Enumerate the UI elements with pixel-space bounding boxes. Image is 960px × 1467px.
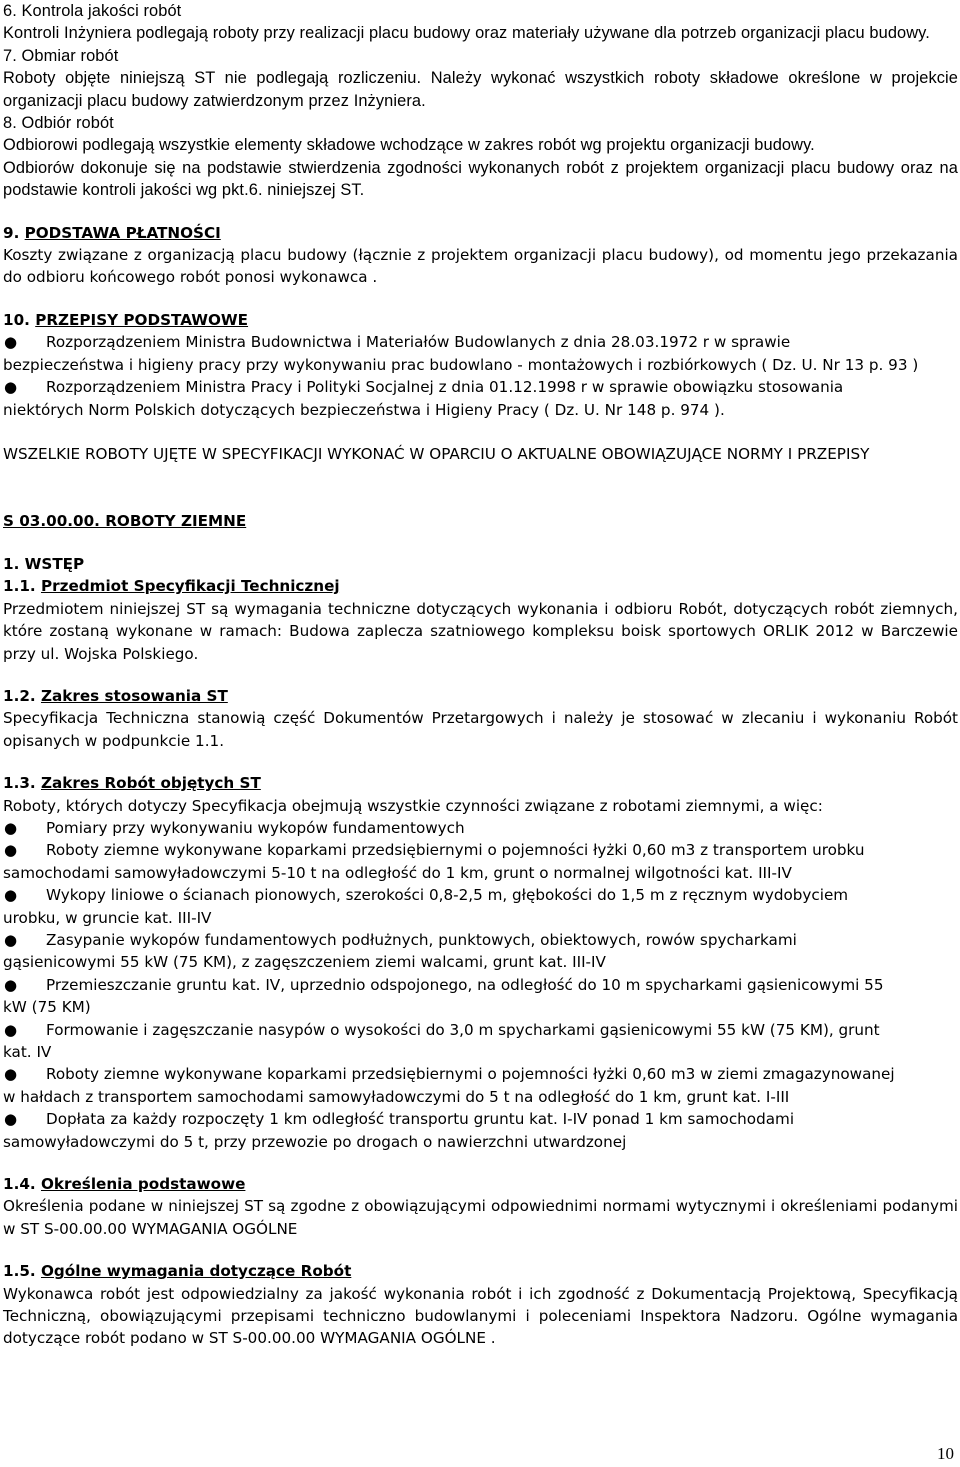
subsection-number: 1.5. bbox=[3, 1262, 36, 1281]
list-item bbox=[3, 1108, 958, 1153]
list-item bbox=[3, 839, 958, 884]
list-item-continuation: samochodami samowyładowczymi 5-10 t na odległość do 1 km, grunt o normalnej wilgotności kat. III-IV bbox=[3, 863, 792, 882]
list-item-first-line: Rozporządzeniem Ministra Budownictwa i Materiałów Budowlanych z dnia 28.03.1972 r w sprawie bbox=[46, 333, 791, 352]
subsection-1-5-heading bbox=[3, 1260, 958, 1282]
list-item-first-line: Przemieszczanie gruntu kat. IV, uprzednio odspojonego, na odległość do 10 m spycharkami gąsienicowymi 55 bbox=[46, 975, 884, 994]
bullet-icon: ● bbox=[4, 333, 18, 352]
list-item bbox=[3, 929, 958, 974]
bullet-icon: ● bbox=[4, 886, 18, 905]
section-7-title: 7. Obmiar robót bbox=[3, 46, 119, 65]
list-item bbox=[3, 376, 958, 421]
section-6-body: Kontroli Inżyniera podlegają roboty przy realizacji placu budowy oraz materiały używane dla potrzeb organizacji placu budowy. bbox=[3, 24, 930, 43]
bullet-icon: ● bbox=[4, 841, 18, 860]
subsection-title: Zakres Robót objętych ST bbox=[40, 774, 261, 793]
section-7-body: Roboty objęte niniejszą ST nie podlegają rozliczeniu. Należy wykonać wszystkich roboty składowe określone w projekcie organizacji placu budowy zatwierdzonym przez Inżyniera. bbox=[3, 69, 958, 110]
list-item-continuation: kW (75 KM) bbox=[3, 998, 91, 1017]
list-item bbox=[3, 884, 958, 929]
works-scope-list bbox=[3, 817, 958, 1153]
list-item-continuation: w hałdach z transportem samochodami samowyładowczymi do 5 t na odległość do 1 km, grunt kat. I-III bbox=[3, 1087, 790, 1106]
intro-heading: 1. WSTĘP bbox=[3, 554, 85, 573]
section-9-heading bbox=[3, 222, 958, 244]
list-item bbox=[3, 817, 958, 839]
section-8-body-1: Odbiorowi podlegają wszystkie elementy składowe wchodzące w zakres robót wg projektu organizacji budowy. bbox=[3, 136, 815, 155]
section-9-body: Koszty związane z organizacją placu budowy (łącznie z projektem organizacji placu budowy), od momentu jego przekazania do odbioru końcowego robót ponosi wykonawca . bbox=[3, 246, 958, 287]
subsection-1-1-heading bbox=[3, 575, 958, 597]
list-item-first-line: Formowanie i zagęszczanie nasypów o wysokości do 3,0 m spycharkami gąsienicowymi 55 kW (75 KM), grunt bbox=[46, 1020, 880, 1039]
list-item-first-line: Wykopy liniowe o ścianach pionowych, szerokości 0,8-2,5 m, głębokości do 1,5 m z ręcznym wydobyciem bbox=[46, 886, 849, 905]
subsection-1-4-body: Określenia podane w niniejszej ST są zgodne z obowiązującymi odpowiednimi normami wytycznymi i określeniami podanymi w ST S-00.00.00 WYMAGANIA OGÓLNE bbox=[3, 1197, 958, 1238]
list-item bbox=[3, 1063, 958, 1108]
section-8-body-2: Odbiorów dokonuje się na podstawie stwierdzenia zgodności wykonanych robót z projektem organizacji placu budowy oraz na podstawie kontroli jakości wg pkt.6. niniejszej ST. bbox=[3, 158, 958, 200]
list-item bbox=[3, 331, 958, 376]
list-item-first-line: Dopłata za każdy rozpoczęty 1 km odległość transportu gruntu kat. I-IV ponad 1 km samochodami bbox=[46, 1110, 795, 1129]
document-page bbox=[3, 0, 958, 1350]
list-item-first-line: Zasypanie wykopów fundamentowych podłużnych, punktowych, obiektowych, rowów spycharkami bbox=[46, 930, 797, 949]
list-item-continuation: kat. IV bbox=[3, 1043, 52, 1062]
regulations-notice: WSZELKIE ROBOTY UJĘTE W SPECYFIKACJI WYKONAĆ W OPARCIU O AKTUALNE OBOWIĄZUJĄCE NORMY I PRZEPISY bbox=[3, 445, 870, 464]
list-item-first-line: Pomiary przy wykonywaniu wykopów fundamentowych bbox=[46, 818, 465, 837]
list-item-first-line: Roboty ziemne wykonywane koparkami przedsiębiernymi o pojemności łyżki 0,60 m3 z transportem urobku bbox=[46, 841, 865, 860]
bullet-icon: ● bbox=[4, 1020, 18, 1039]
subsection-title: Przedmiot Specyfikacji Technicznej bbox=[40, 577, 340, 596]
bullet-icon: ● bbox=[4, 818, 18, 837]
subsection-1-3-intro: Roboty, których dotyczy Specyfikacja obejmują wszystkie czynności związane z robotami ziemnymi, a więc: bbox=[3, 796, 823, 815]
subsection-1-3-heading bbox=[3, 772, 958, 794]
section-9-number: 9. bbox=[3, 223, 20, 242]
section-6-title: 6. Kontrola jakości robót bbox=[3, 2, 182, 20]
regulations-list bbox=[3, 331, 958, 421]
subsection-title: Ogólne wymagania dotyczące Robót bbox=[40, 1262, 352, 1281]
section-8-title: 8. Odbiór robót bbox=[3, 114, 114, 133]
subsection-1-2-heading bbox=[3, 685, 958, 707]
spec-heading: S 03.00.00. ROBOTY ZIEMNE bbox=[3, 512, 247, 531]
list-item-first-line: Roboty ziemne wykonywane koparkami przedsiębiernymi o pojemności łyżki 0,60 m3 w ziemi zmagazynowanej bbox=[46, 1065, 895, 1084]
section-10-title: PRZEPISY PODSTAWOWE bbox=[35, 310, 249, 329]
list-item bbox=[3, 1019, 958, 1064]
list-item-continuation: bezpieczeństwa i higieny pracy przy wykonywaniu prac budowlano - montażowych i rozbiórkowych ( Dz. U. Nr 13 p. 93 ) bbox=[3, 355, 919, 374]
section-10-heading bbox=[3, 309, 958, 331]
bullet-icon: ● bbox=[4, 1065, 18, 1084]
page-number: 10 bbox=[937, 1444, 954, 1463]
subsection-1-2-body: Specyfikacja Techniczna stanowią część Dokumentów Przetargowych i należy je stosować w zlecaniu i wykonaniu Robót opisanych w podpunkcie 1.1. bbox=[3, 709, 958, 750]
list-item-continuation: urobku, w gruncie kat. III-IV bbox=[3, 908, 212, 927]
section-9-title: PODSTAWA PŁATNOŚCI bbox=[24, 223, 221, 242]
subsection-1-5-body: Wykonawca robót jest odpowiedzialny za jakość wykonania robót i ich zgodność z Dokumentacją Projektową, Specyfikacją Techniczną, obowiązującymi przepisami techniczno budowlanymi i poleceniami Inspektora Nadzoru. Ogólne wymagania dotyczące robót podano w ST S-00.00.00 WYMAGANIA OGÓLNE . bbox=[3, 1284, 958, 1348]
subsection-1-1-body: Przedmiotem niniejszej ST są wymagania techniczne dotyczących wykonania i odbioru Robót, dotyczących robót ziemnych, które zostaną wykonane w ramach: Budowa zaplecza szatniowego kompleksu boisk sportowych ORLIK 2012 w Barczewie przy ul. Wojska Polskiego. bbox=[3, 599, 958, 663]
subsection-number: 1.1. bbox=[3, 577, 36, 596]
subsection-number: 1.2. bbox=[3, 686, 36, 705]
bullet-icon: ● bbox=[4, 975, 18, 994]
list-item-first-line: Rozporządzeniem Ministra Pracy i Polityki Socjalnej z dnia 01.12.1998 r w sprawie obowiązku stosowania bbox=[46, 378, 844, 397]
subsection-title: Określenia podstawowe bbox=[40, 1175, 246, 1194]
subsection-title: Zakres stosowania ST bbox=[40, 686, 228, 705]
bullet-icon: ● bbox=[4, 378, 18, 397]
section-10-number: 10. bbox=[3, 310, 30, 329]
list-item bbox=[3, 974, 958, 1019]
list-item-continuation: gąsienicowymi 55 kW (75 KM), z zagęszczeniem ziemi walcami, grunt kat. III-IV bbox=[3, 953, 606, 972]
list-item-continuation: samowyładowczymi do 5 t, przy przewozie po drogach o nawierzchni utwardzonej bbox=[3, 1132, 627, 1151]
subsection-number: 1.4. bbox=[3, 1175, 36, 1194]
subsection-1-4-heading bbox=[3, 1173, 958, 1195]
list-item-continuation: niektórych Norm Polskich dotyczących bezpieczeństwa i Higieny Pracy ( Dz. U. Nr 148 p. 974 ). bbox=[3, 400, 725, 419]
bullet-icon: ● bbox=[4, 930, 18, 949]
subsection-number: 1.3. bbox=[3, 774, 36, 793]
bullet-icon: ● bbox=[4, 1110, 18, 1129]
